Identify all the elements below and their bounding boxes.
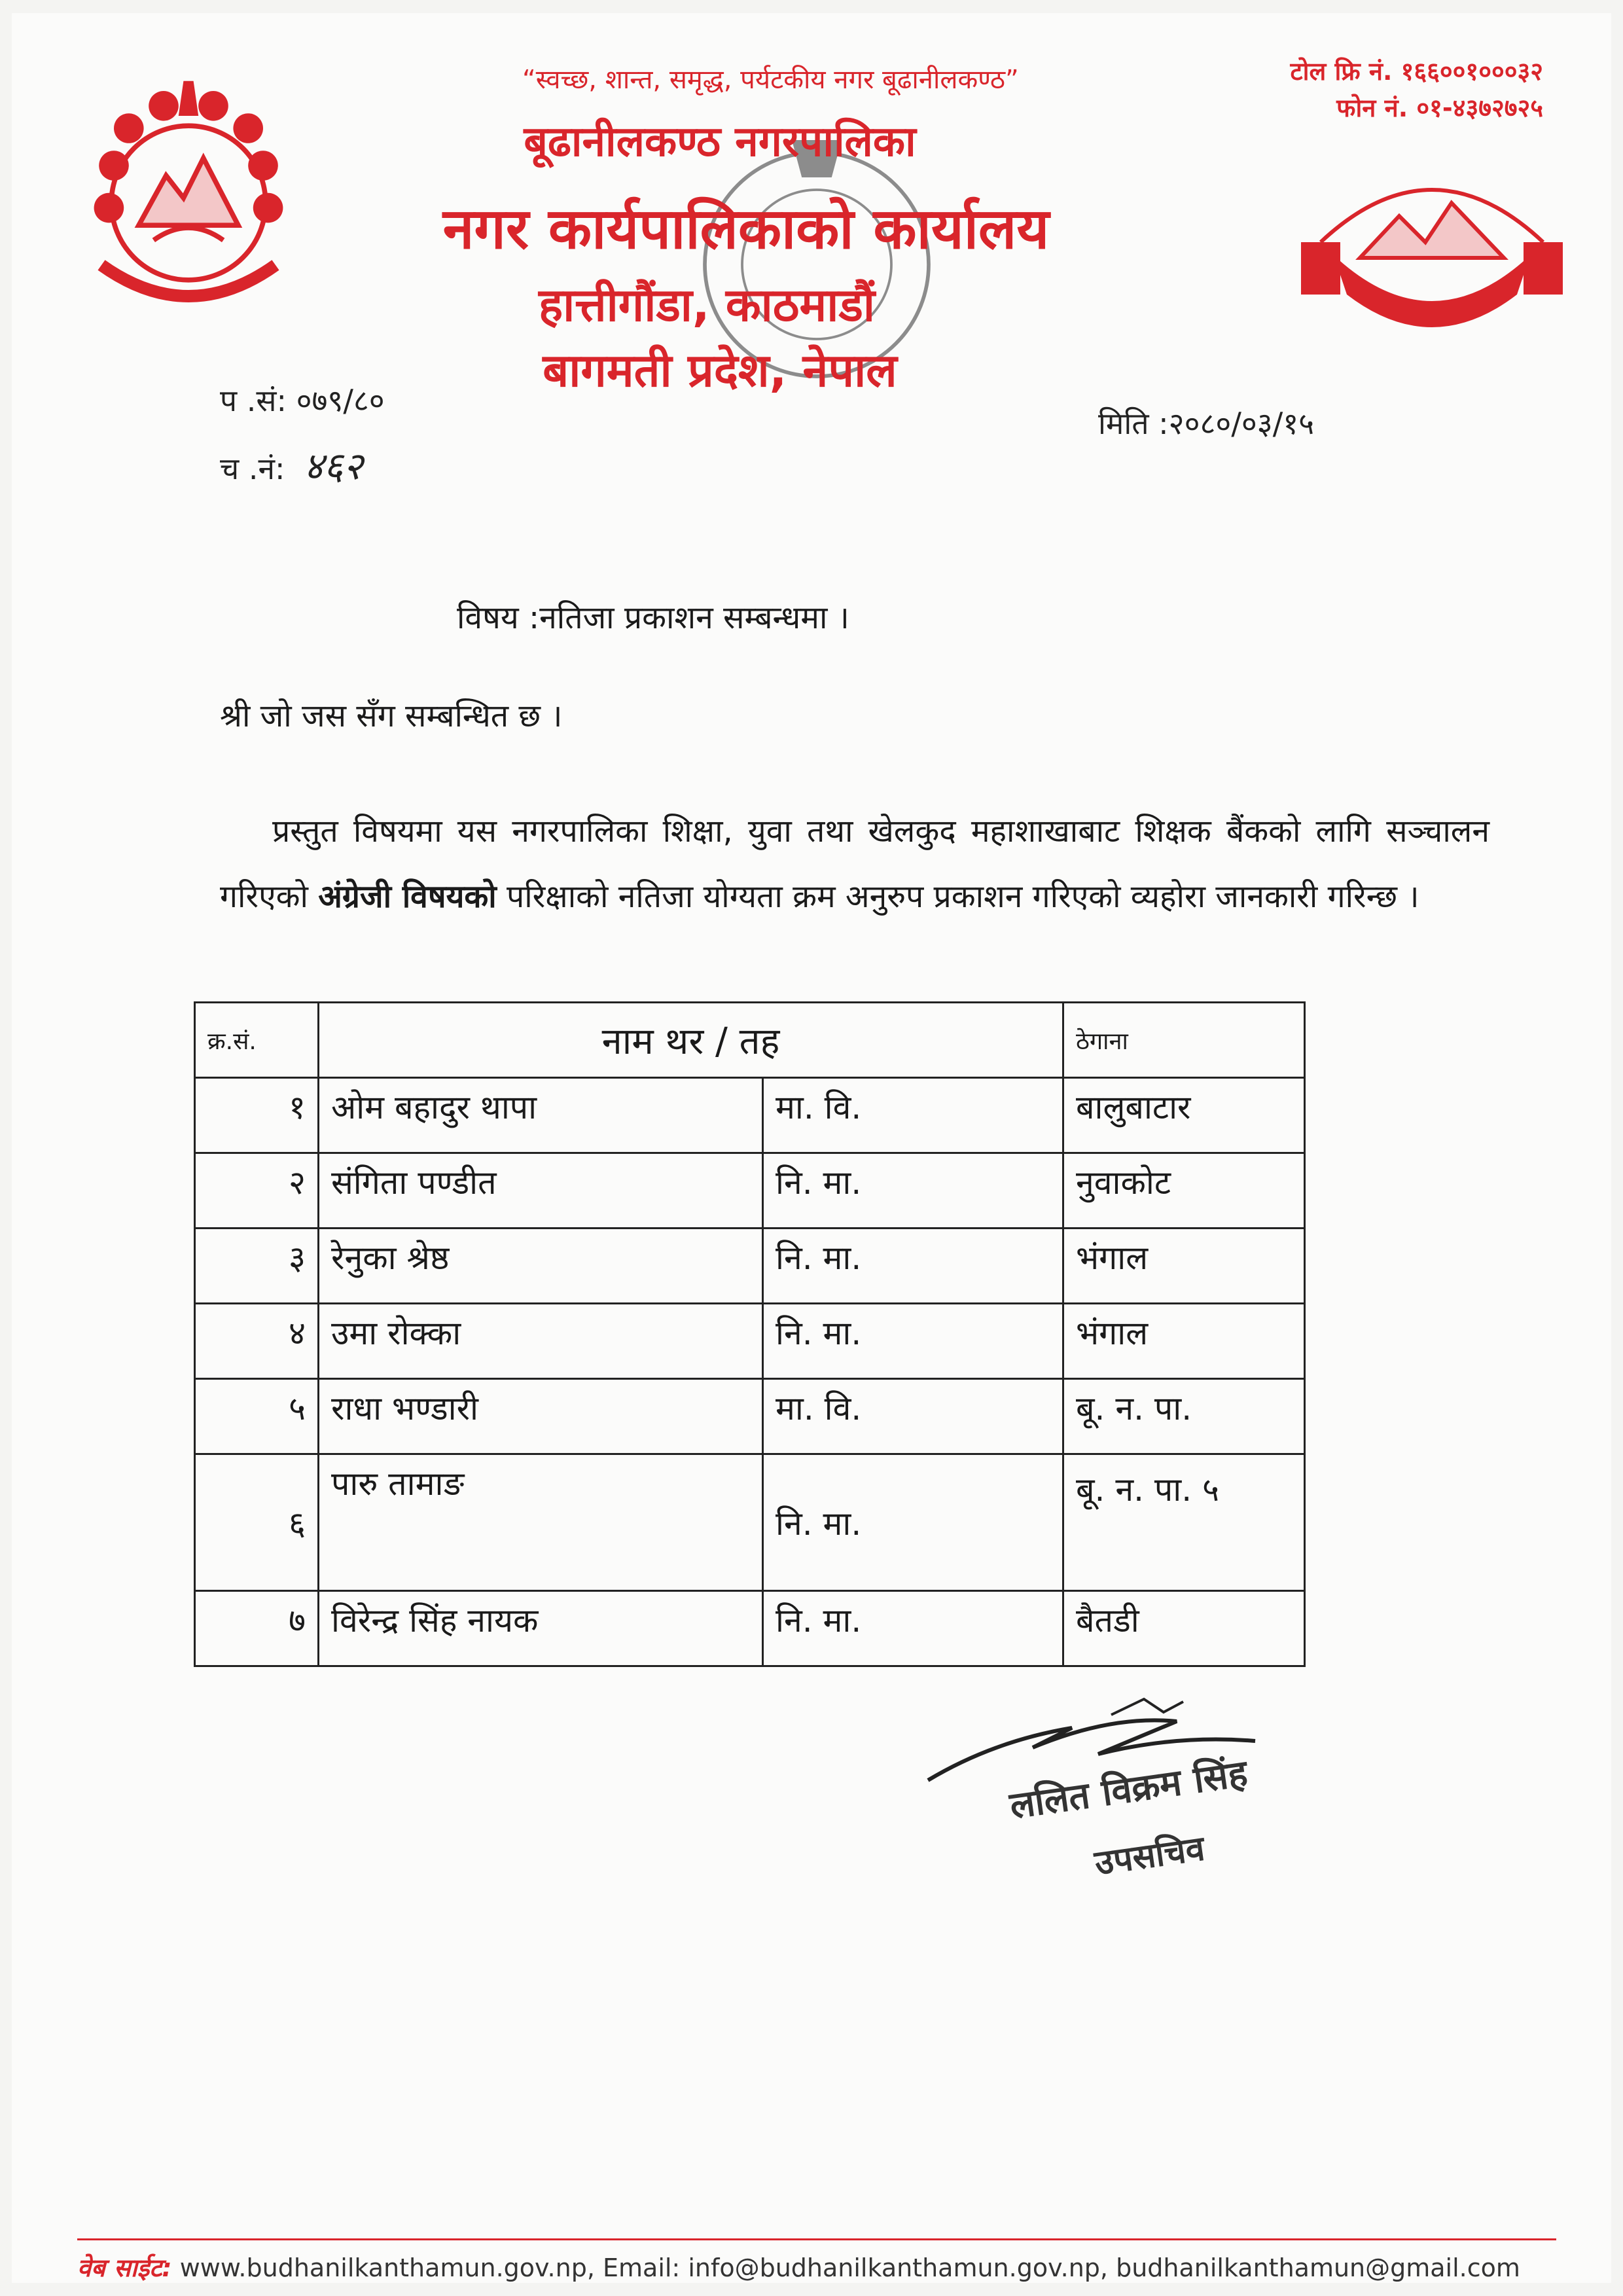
row-address: बू. न. पा. ५ <box>1063 1454 1305 1591</box>
signatory-name: ललित विक्रम सिंह <box>1007 1752 1251 1828</box>
table-row <box>195 1229 1305 1304</box>
row-level: मा. वि. <box>763 1379 1063 1454</box>
contact-links: www.budhanilkanthamun.gov.np, Email: info@budhanilkanthamun.gov.np, budhanilkanthamun@gmail.com <box>179 2253 1520 2282</box>
row-address: भंगाल <box>1063 1304 1305 1379</box>
header-address: ठेगाना <box>1063 1003 1305 1078</box>
row-serial: ७ <box>195 1591 319 1666</box>
letter-page <box>12 13 1611 2283</box>
table-row <box>195 1304 1305 1379</box>
motto: “स्वच्छ, शान्त, समृद्ध, पर्यटकीय नगर बूढानीलकण्ठ” <box>522 65 1019 95</box>
website-label: वेब साईट: <box>77 2253 172 2282</box>
row-level: नि. मा. <box>763 1454 1063 1591</box>
row-address: नुवाकोट <box>1063 1153 1305 1229</box>
row-address: बैतडी <box>1063 1591 1305 1666</box>
row-serial: ६ <box>195 1454 319 1591</box>
row-serial: ३ <box>195 1229 319 1304</box>
municipality-name: बूढानीलकण्ठ नगरपालिका <box>524 118 916 166</box>
dispatch-number <box>220 439 363 490</box>
row-level: मा. वि. <box>763 1078 1063 1153</box>
row-level: नि. मा. <box>763 1591 1063 1666</box>
row-serial: २ <box>195 1153 319 1229</box>
row-address: भंगाल <box>1063 1229 1305 1304</box>
table-row <box>195 1078 1305 1153</box>
row-name: ओम बहादुर थापा <box>319 1078 763 1153</box>
subject-line: विषय :नतिजा प्रकाशन सम्बन्धमा । <box>457 600 849 636</box>
address-line-2: बागमती प्रदेश, नेपाल <box>543 344 897 397</box>
table-row <box>195 1153 1305 1229</box>
address-line-1: हात्तीगौंडा, काठमाडौं <box>538 278 875 332</box>
row-name: विरेन्द्र सिंह नायक <box>319 1591 763 1666</box>
footer-contacts <box>77 2250 1520 2284</box>
dispatch-number-value: ४६२ <box>304 444 363 488</box>
paragraph-text-end: परिक्षाको नतिजा योग्यता क्रम अनुरुप प्रकाशन गरिएको व्यहोरा जानकारी गरिन्छ । <box>506 878 1419 915</box>
salutation: श्री जो जस सँग सम्बन्धित छ । <box>220 698 563 734</box>
letter-number: प .सं: ०७९/८० <box>220 383 385 418</box>
row-name: रेनुका श्रेष्ठ <box>319 1229 763 1304</box>
table-header-row <box>195 1003 1305 1078</box>
phone-number: फोन नं. ०१-४३७२७२५ <box>1336 94 1543 122</box>
signatory-designation: उपसचिव <box>1092 1829 1207 1884</box>
row-address: बू. न. पा. <box>1063 1379 1305 1454</box>
table-row <box>195 1379 1305 1454</box>
body-paragraph <box>220 798 1489 929</box>
office-name: नगर कार्यपालिकाको कार्यालय <box>442 196 1050 262</box>
letter-date: मिति :२०८०/०३/१५ <box>1098 406 1315 441</box>
results-table <box>194 1001 1306 1667</box>
row-address: बालुबाटार <box>1063 1078 1305 1153</box>
footer-divider <box>77 2238 1556 2240</box>
row-serial: १ <box>195 1078 319 1153</box>
header-serial: क्र.सं. <box>195 1003 319 1078</box>
row-name: उमा रोक्का <box>319 1304 763 1379</box>
header-name-level: नाम थर / तह <box>319 1003 1063 1078</box>
paragraph-subject-highlight: अंग्रेजी विषयको <box>318 878 497 915</box>
row-name: पारु तामाङ <box>319 1454 763 1591</box>
table-row <box>195 1454 1305 1591</box>
row-serial: ५ <box>195 1379 319 1454</box>
row-name: राधा भण्डारी <box>319 1379 763 1454</box>
paragraph-text-start: प्रस्तुत विषयमा यस नगरपालिका शिक्षा, युवा तथा खेलकुद महाशाखाबाट शिक्षक बैंकको लागि सञ्चालन गरिएको <box>220 813 1489 915</box>
row-level: नि. मा. <box>763 1153 1063 1229</box>
row-level: नि. मा. <box>763 1304 1063 1379</box>
row-level: नि. मा. <box>763 1229 1063 1304</box>
table-row <box>195 1591 1305 1666</box>
dispatch-number-label: च .नं: <box>220 451 285 486</box>
toll-free-number: टोल फ्रि नं. १६६००१०००३२ <box>1290 57 1543 86</box>
row-name: संगिता पण्डीत <box>319 1153 763 1229</box>
row-serial: ४ <box>195 1304 319 1379</box>
